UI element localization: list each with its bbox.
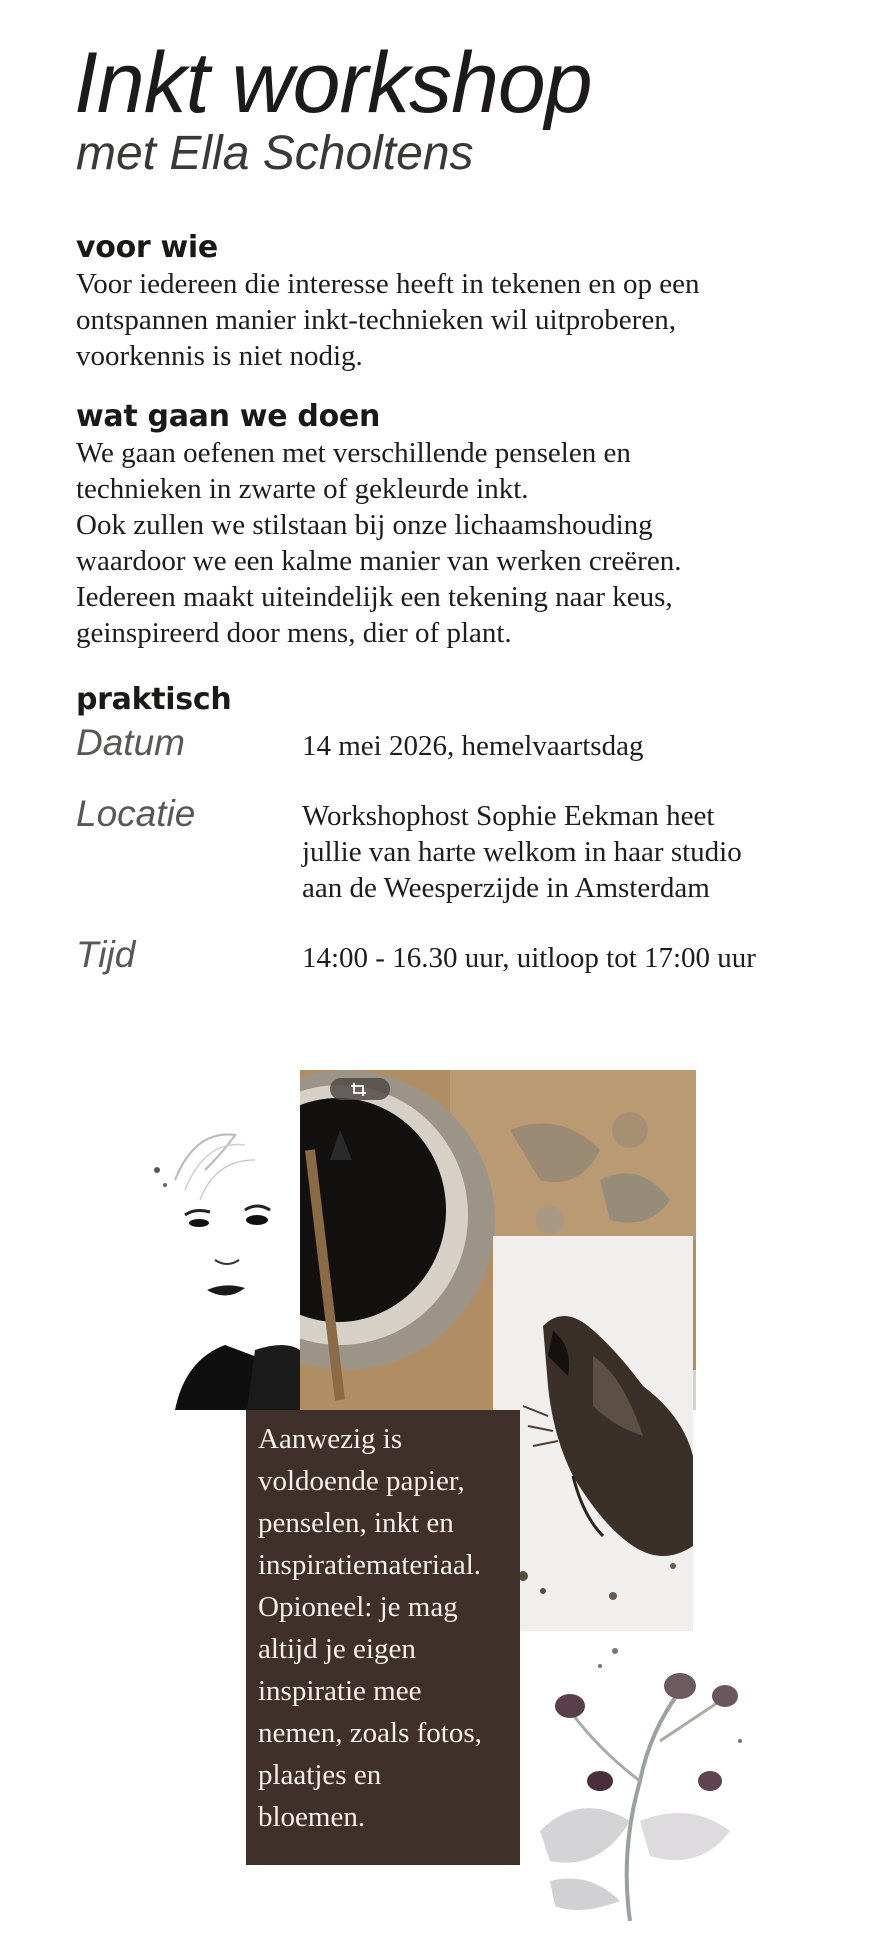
info-line: Aanwezig is xyxy=(258,1423,403,1455)
crop-icon[interactable] xyxy=(330,1078,390,1100)
tijd-label: Tijd xyxy=(76,934,136,975)
wat-gaan-we-doen-line: geinspireerd door mens, dier of plant. xyxy=(76,617,512,649)
portrait-ink-drawing xyxy=(135,1110,300,1410)
tijd-value: 14:00 - 16.30 uur, uitloop tot 17:00 uur xyxy=(302,942,756,974)
voor-wie-heading: voor wie xyxy=(76,230,218,265)
locatie-line: aan de Weesperzijde in Amsterdam xyxy=(302,872,710,904)
wat-gaan-we-doen-line: We gaan oefenen met verschillende penselen en xyxy=(76,437,631,469)
info-line: penselen, inkt en xyxy=(258,1507,454,1539)
voor-wie-line: ontspannen manier inkt-technieken wil uitproberen, xyxy=(76,304,676,336)
info-box-text xyxy=(258,1418,518,1838)
datum-label: Datum xyxy=(76,722,185,763)
wat-gaan-we-doen-line: technieken in zwarte of gekleurde inkt. xyxy=(76,473,529,505)
info-line: inspiratiemateriaal. xyxy=(258,1549,482,1581)
page-title: Inkt workshop xyxy=(74,35,592,131)
wat-gaan-we-doen-line: Ook zullen we stilstaan bij onze lichaamshouding xyxy=(76,509,653,541)
info-line: altijd je eigen xyxy=(258,1633,416,1665)
wat-gaan-we-doen-heading: wat gaan we doen xyxy=(76,399,381,434)
wat-gaan-we-doen-text xyxy=(76,435,836,651)
info-line: nemen, zoals fotos, xyxy=(258,1717,482,1749)
flower-ink-drawing xyxy=(510,1631,772,1921)
voor-wie-line: Voor iedereen die interesse heeft in tekenen en op een xyxy=(76,268,700,300)
voor-wie-line: voorkennis is niet nodig. xyxy=(76,340,363,372)
info-line: voldoende papier, xyxy=(258,1465,465,1497)
info-line: bloemen. xyxy=(258,1801,366,1833)
locatie-value xyxy=(302,798,862,906)
locatie-line: Workshophost Sophie Eekman heet xyxy=(302,800,715,832)
page-subtitle: met Ella Scholtens xyxy=(76,127,474,180)
locatie-label: Locatie xyxy=(76,793,196,834)
praktisch-heading: praktisch xyxy=(76,682,232,717)
voor-wie-text xyxy=(76,266,836,374)
info-line: inspiratie mee xyxy=(258,1675,422,1707)
wat-gaan-we-doen-line: waardoor we een kalme manier van werken creëren. xyxy=(76,545,682,577)
locatie-line: jullie van harte welkom in haar studio xyxy=(302,836,742,868)
bird-ink-drawing xyxy=(493,1236,693,1631)
info-line: plaatjes en xyxy=(258,1759,382,1791)
wat-gaan-we-doen-line: Iedereen maakt uiteindelijk een tekening naar keus, xyxy=(76,581,673,613)
info-line: Opioneel: je mag xyxy=(258,1591,458,1623)
datum-value: 14 mei 2026, hemelvaartsdag xyxy=(302,730,644,762)
